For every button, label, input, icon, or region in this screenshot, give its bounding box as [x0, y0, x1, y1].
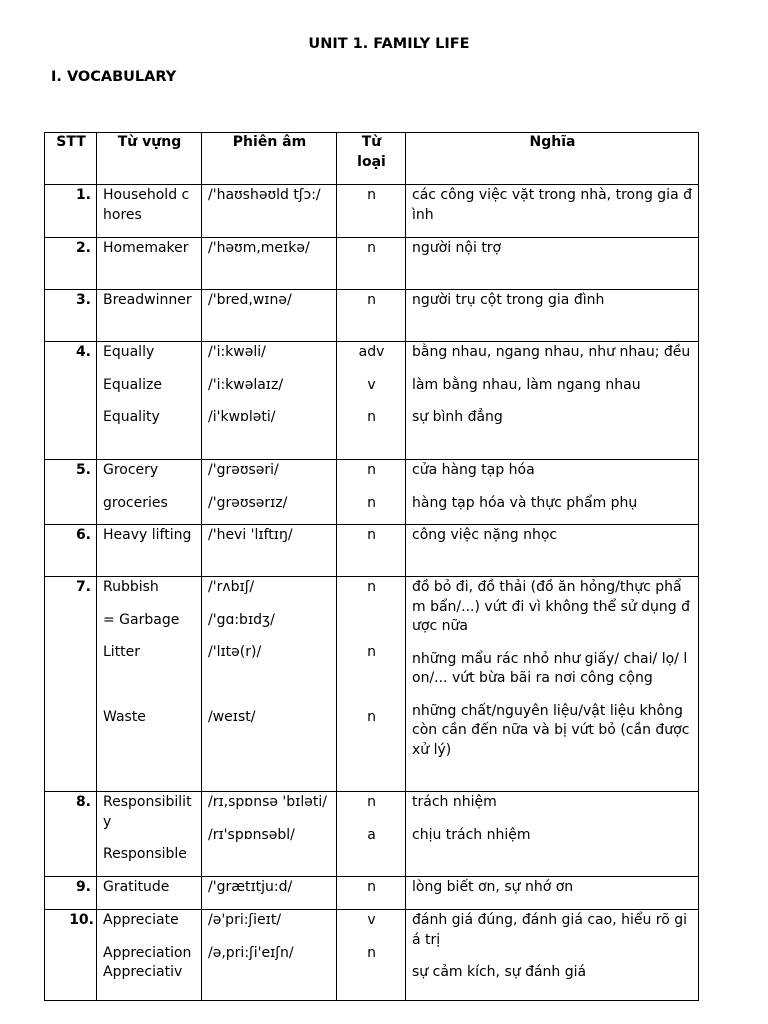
word: Appreciation — [103, 944, 192, 961]
row-number: 3. — [45, 290, 97, 342]
ipa: /'grætɪtju:d/ — [208, 879, 293, 895]
ipa: /'grəʊsərɪz/ — [208, 494, 288, 511]
meaning-cell — [406, 525, 699, 577]
meaning: đánh giá đúng, đánh giá cao, hiểu rõ giá trị — [412, 912, 688, 948]
meaning-cell — [406, 460, 699, 525]
meaning: hàng tạp hóa và thực phẩm phụ — [412, 494, 638, 511]
ipa: /'bred,wɪnə/ — [208, 292, 292, 308]
word-cell — [97, 185, 202, 238]
pos-cell — [337, 877, 406, 910]
vocabulary-table — [44, 132, 699, 1001]
pos: n — [367, 944, 376, 961]
word-cell — [97, 290, 202, 342]
word: Equalize — [103, 376, 162, 393]
row-number: 10. — [45, 910, 97, 1001]
pos: n — [367, 187, 376, 203]
word: groceries — [103, 494, 168, 511]
table-row — [45, 460, 699, 525]
table-header-row — [45, 133, 699, 185]
meaning: người nội trợ — [412, 240, 502, 256]
ipa: /ə,pri:ʃi'eɪʃn/ — [208, 944, 294, 961]
meaning-cell — [406, 577, 699, 792]
word-cell — [97, 910, 202, 1001]
word: Homemaker — [103, 240, 189, 256]
meaning: cửa hàng tạp hóa — [412, 462, 535, 478]
meaning: lòng biết ơn, sự nhớ ơn — [412, 879, 574, 895]
meaning-cell — [406, 342, 699, 460]
meaning: trách nhiệm — [412, 794, 497, 810]
meaning: người trụ cột trong gia đình — [412, 292, 605, 308]
document-title: UNIT 1. FAMILY LIFE — [308, 36, 470, 52]
ipa: /'gɑ:bɪdʒ/ — [208, 611, 275, 628]
ipa-cell — [202, 185, 337, 238]
word: Breadwinner — [103, 292, 192, 308]
pos-cell — [337, 577, 406, 792]
table-row — [45, 238, 699, 290]
word: Waste — [103, 708, 146, 725]
header-meaning: Nghĩa — [406, 133, 699, 185]
table-row — [45, 577, 699, 792]
pos-cell — [337, 910, 406, 1001]
header-stt: STT — [45, 133, 97, 185]
header-ipa: Phiên âm — [202, 133, 337, 185]
meaning: đồ bỏ đi, đồ thải (đồ ăn hỏng/thực phẩm bẩn/...) vứt đi vì không thể sử dụng được nữa — [412, 579, 691, 634]
meaning: chịu trách nhiệm — [412, 826, 531, 843]
ipa: /'həʊm,meɪkə/ — [208, 240, 310, 256]
row-number: 1. — [45, 185, 97, 238]
pos: n — [367, 879, 376, 895]
meaning: sự cảm kích, sự đánh giá — [412, 964, 587, 980]
word: Rubbish — [103, 579, 159, 595]
word: Appreciate — [103, 912, 179, 928]
pos: n — [367, 494, 376, 511]
ipa: /i'kwɒləti/ — [208, 409, 276, 425]
word: = Garbage — [103, 611, 180, 628]
ipa-cell — [202, 910, 337, 1001]
ipa: /'lɪtə(r)/ — [208, 644, 262, 660]
word: Litter — [103, 644, 141, 660]
word: Heavy lifting — [103, 527, 192, 543]
header-pos-line2: loại — [357, 153, 386, 170]
pos: v — [367, 912, 376, 928]
pos: adv — [358, 344, 385, 360]
pos: n — [367, 462, 376, 478]
meaning-cell — [406, 910, 699, 1001]
ipa: /'grəʊsəri/ — [208, 462, 279, 478]
word-cell — [97, 238, 202, 290]
word: Equality — [103, 409, 160, 425]
table-row — [45, 792, 699, 877]
word: Responsibility — [103, 794, 192, 830]
table-row — [45, 525, 699, 577]
ipa-cell — [202, 342, 337, 460]
word-cell — [97, 342, 202, 460]
ipa: /ə'pri:ʃieɪt/ — [208, 912, 282, 928]
header-pos-line1: Từ — [361, 134, 382, 150]
ipa: /'i:kwəlaɪz/ — [208, 376, 284, 393]
meaning-cell — [406, 185, 699, 238]
word: Appreciativ — [103, 964, 183, 980]
meaning: công việc nặng nhọc — [412, 527, 558, 543]
word-cell — [97, 525, 202, 577]
ipa: /'hevi 'lɪftɪŋ/ — [208, 527, 293, 543]
pos: n — [367, 409, 376, 425]
header-word: Từ vựng — [97, 133, 202, 185]
table-row — [45, 185, 699, 238]
row-number: 7. — [45, 577, 97, 792]
pos-cell — [337, 342, 406, 460]
ipa: /'haʊshəʊld tʃɔ:/ — [208, 187, 321, 203]
pos: n — [367, 240, 376, 256]
row-number: 9. — [45, 877, 97, 910]
table-row — [45, 342, 699, 460]
ipa-cell — [202, 877, 337, 910]
ipa-cell — [202, 238, 337, 290]
table-row — [45, 290, 699, 342]
row-number: 2. — [45, 238, 97, 290]
word-cell — [97, 877, 202, 910]
pos: n — [367, 579, 376, 595]
meaning: những mẩu rác nhỏ như giấy/ chai/ lọ/ lon/... vứt bừa bãi ra nơi công cộng — [412, 650, 688, 686]
row-number: 5. — [45, 460, 97, 525]
word-cell — [97, 460, 202, 525]
word: Responsible — [103, 846, 187, 862]
meaning-cell — [406, 877, 699, 910]
ipa-cell — [202, 792, 337, 877]
ipa-cell — [202, 460, 337, 525]
word: Gratitude — [103, 879, 170, 895]
row-number: 4. — [45, 342, 97, 460]
pos-cell — [337, 460, 406, 525]
ipa-cell — [202, 525, 337, 577]
pos: n — [367, 292, 376, 308]
meaning-cell — [406, 290, 699, 342]
meaning: bằng nhau, ngang nhau, như nhau; đều — [412, 344, 691, 360]
word-cell — [97, 792, 202, 877]
ipa: /weɪst/ — [208, 708, 256, 725]
pos-cell — [337, 525, 406, 577]
meaning: các công việc vặt trong nhà, trong gia đình — [412, 187, 692, 223]
ipa: /rɪ,spɒnsə 'bɪləti/ — [208, 794, 327, 810]
pos-cell — [337, 238, 406, 290]
pos-cell — [337, 290, 406, 342]
meaning: sự bình đẳng — [412, 409, 503, 425]
pos-cell — [337, 792, 406, 877]
pos: n — [367, 708, 376, 725]
pos — [343, 611, 400, 631]
ipa: /rɪ'spɒnsəbl/ — [208, 826, 295, 843]
row-number: 6. — [45, 525, 97, 577]
ipa: /'i:kwəli/ — [208, 344, 266, 360]
word: Household chores — [103, 187, 190, 223]
meaning: những chất/nguyên liệu/vật liệu không còn cần đến nữa và bị vứt bỏ (cần được xử lý) — [412, 702, 690, 758]
table-row — [45, 910, 699, 1001]
meaning-cell — [406, 238, 699, 290]
pos: n — [367, 794, 376, 810]
ipa-cell — [202, 577, 337, 792]
word: Equally — [103, 344, 155, 360]
word-cell — [97, 577, 202, 792]
table-row — [45, 877, 699, 910]
pos: n — [367, 644, 376, 660]
pos: a — [367, 826, 376, 843]
ipa: /'rʌbɪʃ/ — [208, 579, 255, 595]
meaning-cell — [406, 792, 699, 877]
pos: n — [367, 527, 376, 543]
header-pos — [337, 133, 406, 185]
ipa-cell — [202, 290, 337, 342]
pos-cell — [337, 185, 406, 238]
meaning: làm bằng nhau, làm ngang nhau — [412, 376, 641, 393]
pos: v — [367, 376, 376, 393]
word: Grocery — [103, 462, 159, 478]
row-number: 8. — [45, 792, 97, 877]
section-heading: I. VOCABULARY — [51, 69, 177, 85]
